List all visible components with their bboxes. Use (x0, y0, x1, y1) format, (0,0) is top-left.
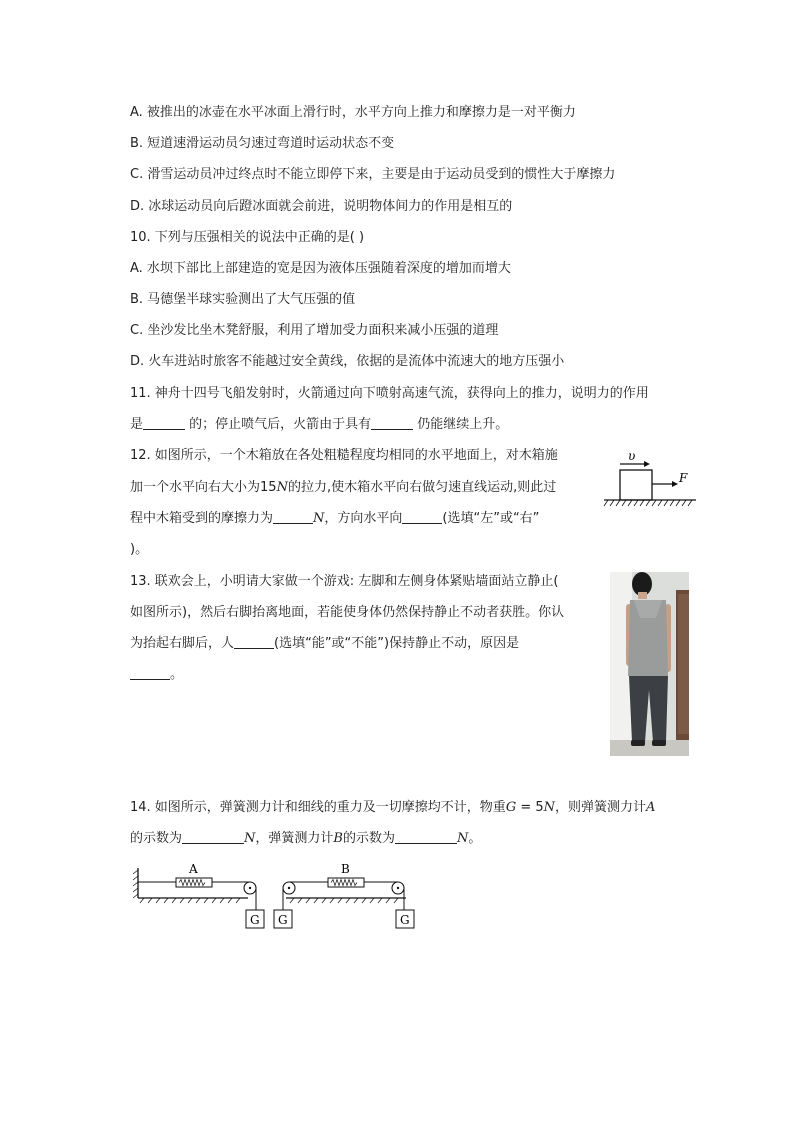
q14-blank-b[interactable] (395, 831, 457, 844)
q12-text: 的拉力,使木箱水平向右做匀速直线运动,则此过 (287, 480, 557, 495)
q12-text: 程中木箱受到的摩擦力为 (130, 511, 274, 526)
q13-text: 为抬起右脚后，人 (130, 636, 235, 651)
q14-blank-a[interactable] (182, 831, 244, 844)
q12-wooden-box (620, 470, 652, 500)
q12-text: (选填“左”或“右” (442, 511, 540, 526)
q14-weight-label: G (278, 913, 288, 927)
q14-unit: N (543, 800, 556, 815)
q11-line-1: 11. 神舟十四号飞船发射时，火箭通过向下喷射高速气流，获得向上的推力，说明力的作用 (130, 386, 649, 401)
q14-text: 的示数为 (130, 831, 183, 846)
q13-text: 。 (170, 667, 184, 682)
q14-unit: N (456, 831, 469, 846)
q12-velocity-label: υ (628, 449, 636, 463)
q13-blank-reason[interactable] (130, 667, 170, 680)
q14-unit: N (244, 831, 256, 846)
q14-var-g: G (505, 800, 517, 815)
q14-text: ，则弹簧测力计 (555, 800, 647, 815)
q14-figure-a (133, 862, 264, 928)
q12-text: ，方向水平向 (324, 511, 403, 526)
q12-ground-hatching (604, 500, 692, 506)
q13-line-4 (130, 666, 183, 684)
q12-box-figure (600, 446, 698, 508)
q14-figure-b (274, 862, 414, 928)
q12-force-value: 15 (260, 480, 277, 495)
q14-spring-scale-figure (130, 858, 420, 934)
q13-photo-drawing (610, 572, 689, 756)
q13-line-3 (130, 635, 519, 653)
q12-force-label: F (679, 471, 688, 485)
q12-velocity-arrowhead (644, 461, 650, 467)
q14-text: 14. 如图所示，弹簧测力计和细线的重力及一切摩擦均不计，物重 (130, 800, 506, 815)
q10-option-b: B. 马德堡半球实验测出了大气压强的值 (130, 292, 356, 307)
q10-option-d: D. 火车进站时旅客不能越过安全黄线，依据的是流体中流速大的地方压强小 (130, 354, 565, 369)
q11-text: 是 (130, 417, 144, 432)
q11-text: 仍能继续上升。 (413, 417, 509, 432)
q11-blank-2[interactable] (371, 417, 413, 430)
q14-label-b: B (341, 862, 350, 876)
q14-label-a: A (189, 862, 198, 876)
q13-blank-choice[interactable] (234, 636, 274, 649)
floor (610, 740, 689, 756)
q12-blank-friction[interactable] (273, 511, 313, 524)
q9-option-b: B. 短道速滑运动员匀速过弯道时运动状态不变 (130, 136, 395, 151)
q14-eq: = 5 (516, 800, 544, 815)
q14-line-2 (130, 830, 481, 848)
q13-line-2: 如图所示)，然后右脚抬离地面，若能使身体仍然保持静止不动者获胜。你认 (130, 605, 565, 620)
q14-weight-label: G (250, 913, 260, 927)
q9-option-a: A. 被推出的冰壶在水平冰面上滑行时，水平方向上推力和摩擦力是一对平衡力 (130, 105, 576, 120)
q14-line-1 (130, 799, 655, 817)
q10-option-c: C. 坐沙发比坐木凳舒服，利用了增加受力面积来减小压强的道理 (130, 323, 499, 338)
q13-line-1: 13. 联欢会上，小明请大家做一个游戏: 左脚和左侧身体紧贴墙面站立静止( (130, 574, 559, 589)
q12-unit: N (313, 511, 325, 526)
q10-stem: 10. 下列与压强相关的说法中正确的是( ) (130, 230, 365, 245)
q12-line-4: )。 (130, 542, 149, 557)
q14-text: ，弹簧测力计 (255, 831, 334, 846)
q14-var-b: B (333, 831, 343, 846)
q12-text: 加一个水平向右大小为 (130, 480, 261, 495)
q12-line-3 (130, 510, 539, 528)
q11-blank-1[interactable] (143, 417, 185, 430)
q12-line-1: 12. 如图所示，一个木箱放在各处粗糙程度均相同的水平地面上，对木箱施 (130, 448, 558, 463)
q13-photo-person-at-wall (610, 572, 689, 756)
q14-text: 。 (468, 831, 482, 846)
q11-text: 的；停止喷气后，火箭由于具有 (185, 417, 372, 432)
q9-option-c: C. 滑雪运动员冲过终点时不能立即停下来，主要是由于运动员受到的惯性大于摩擦力 (130, 167, 616, 182)
q12-line-2 (130, 479, 556, 497)
q14-var-a: A (646, 800, 656, 815)
q9-option-d: D. 冰球运动员向后蹬冰面就会前进，说明物体间力的作用是相互的 (130, 199, 513, 214)
q12-unit: N (276, 480, 288, 495)
q12-force-arrowhead (672, 481, 678, 487)
q13-text: (选填“能”或“不能”)保持静止不动，原因是 (274, 636, 520, 651)
q12-blank-direction[interactable] (402, 511, 442, 524)
q11-line-2 (130, 416, 508, 434)
q14-text: 的示数为 (342, 831, 395, 846)
q14-weight-label: G (400, 913, 410, 927)
q10-option-a: A. 水坝下部比上部建造的宽是因为液体压强随着深度的增加而增大 (130, 261, 511, 276)
